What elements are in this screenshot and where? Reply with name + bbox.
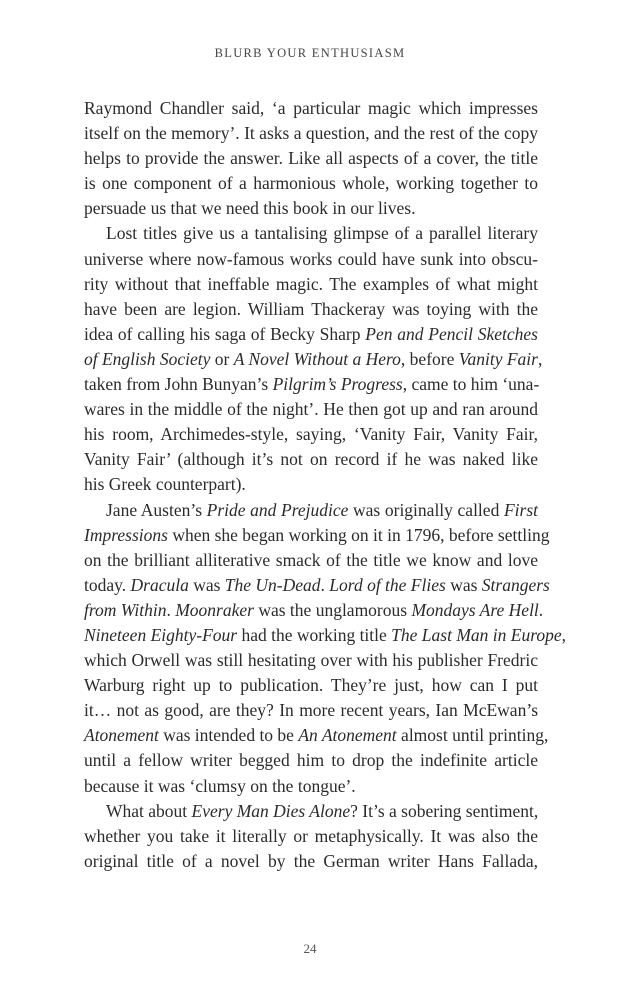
text-line: wares in the middle of the night’. He then got up and ran around xyxy=(84,399,538,420)
text-line: universe where now-famous works could have sunk into obscu- xyxy=(84,248,538,269)
text-line: helps to provide the answer. Like all aspects of a cover, the title xyxy=(84,148,538,169)
text-line: Impressions when she began working on it in 1796, before settling xyxy=(84,524,550,545)
text-line: his Greek counterpart). xyxy=(84,474,246,495)
paragraph-3 xyxy=(84,498,567,799)
book-title: Nineteen Eighty-Four xyxy=(84,624,238,645)
book-title: Pride and Prejudice xyxy=(206,499,349,520)
text-line: is one component of a harmonious whole, working together to xyxy=(84,173,538,194)
text-line: Jane Austen’s Pride and Prejudice was originally called First xyxy=(106,499,538,520)
text-line: original title of a novel by the German writer Hans Fallada, xyxy=(84,850,538,871)
body-text xyxy=(84,96,567,874)
book-title: Strangers xyxy=(481,574,550,595)
book-title: The Un-Dead xyxy=(224,574,321,595)
book-title: Moonraker xyxy=(175,599,254,620)
text-line: What about Every Man Dies Alone? It’s a sobering sentiment, xyxy=(106,800,539,821)
text-line: today. Dracula was The Un-Dead. Lord of the Flies was Strangers xyxy=(84,574,550,595)
paragraph-2 xyxy=(84,221,543,497)
book-title: First xyxy=(503,499,538,520)
text-line: Vanity Fair’ (although it’s not on record if he was naked like xyxy=(84,449,538,470)
book-title: of English Society xyxy=(84,348,211,369)
book-title: Lord of the Flies xyxy=(329,574,446,595)
book-title: Pilgrim’s Progress xyxy=(272,374,403,395)
running-head: BLURB YOUR ENTHUSIASM xyxy=(214,46,406,60)
book-title: The Last Man in Europe xyxy=(391,624,562,645)
text-line: his room, Archimedes-style, saying, ‘Vanity Fair, Vanity Fair, xyxy=(84,424,538,445)
text-line: whether you take it literally or metaphysically. It was also the xyxy=(84,825,538,846)
book-title: Dracula xyxy=(130,574,189,595)
text-line: of English Society or A Novel Without a Hero, before Vanity Fair, xyxy=(84,348,543,369)
text-line: Nineteen Eighty-Four had the working title The Last Man in Europe, xyxy=(84,624,567,645)
text-line: Lost titles give us a tantalising glimpse of a parallel literary xyxy=(106,223,538,244)
text-line: itself on the memory’. It asks a question, and the rest of the copy xyxy=(84,123,538,144)
text-line: Atonement was intended to be An Atonement almost until printing, xyxy=(84,725,549,746)
text-line: persuade us that we need this book in our lives. xyxy=(84,198,416,219)
page-number: 24 xyxy=(303,941,317,956)
text-line: it… not as good, are they? In more recent years, Ian McEwan’s xyxy=(84,700,538,721)
text-line: because it was ‘clumsy on the tongue’. xyxy=(84,775,356,796)
book-title: An Atonement xyxy=(298,725,397,746)
text-line: have been are legion. William Thackeray was toying with the xyxy=(84,298,538,319)
text-line: rity without that ineffable magic. The examples of what might xyxy=(84,273,538,294)
text-line: Raymond Chandler said, ‘a particular magic which impresses xyxy=(84,98,538,118)
book-title: from Within xyxy=(84,599,167,620)
text-line: taken from John Bunyan’s Pilgrim’s Progress, came to him ‘una- xyxy=(84,374,540,395)
book-title: Every Man Dies Alone xyxy=(191,800,351,821)
book-title: Vanity Fair xyxy=(458,348,538,369)
text-line: Warburg right up to publication. They’re just, how can I put xyxy=(84,675,538,696)
text-line: from Within. Moonraker was the unglamorous Mondays Are Hell. xyxy=(84,599,544,620)
text-line: which Orwell was still hesitating over with his publisher Fredric xyxy=(84,650,538,671)
book-title: Impressions xyxy=(84,524,168,545)
paragraph-4 xyxy=(84,799,538,874)
paragraph-1 xyxy=(84,96,538,221)
book-title: Atonement xyxy=(84,725,159,746)
book-title: Pen and Pencil Sketches xyxy=(365,323,538,344)
book-title: Mondays Are Hell xyxy=(411,599,539,620)
text-line: on the brilliant alliterative smack of the title we know and love xyxy=(84,549,538,570)
text-line: idea of calling his saga of Becky Sharp Pen and Pencil Sketches xyxy=(84,323,538,344)
text-line: until a fellow writer begged him to drop the indefinite article xyxy=(84,750,538,771)
book-title: A Novel Without a Hero xyxy=(233,348,401,369)
